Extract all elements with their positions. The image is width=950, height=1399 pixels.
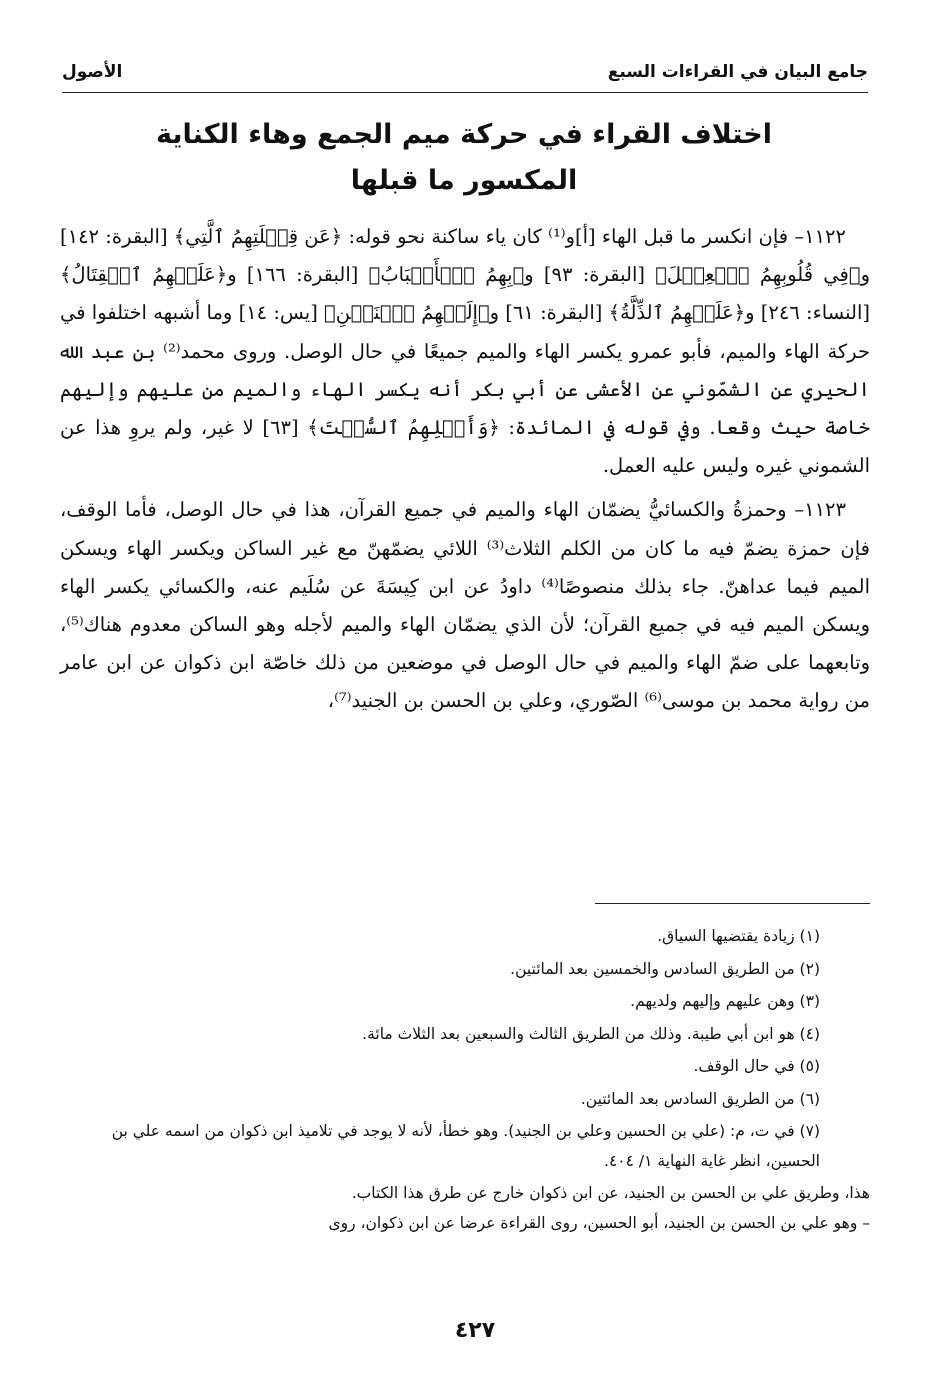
footnote-4: (٤) هو ابن أبي طيبة. وذلك من الطريق الثالث والسبعين بعد الثلاث مائة.: [362, 1024, 820, 1043]
footnote-3: (٣) وهن عليهم وإليهم ولديهم.: [630, 992, 820, 1010]
footnote-continuation-1: هذا، وطريق علي بن الحسن بن الجنيد، عن ابن ذكوان خارج عن طرق هذا الكتاب.: [351, 1184, 870, 1202]
chapter-title-line-1: اختلاف القراء في حركة ميم الجمع وهاء الكناية: [156, 119, 772, 150]
footnote-5: (٥) في حال الوقف.: [693, 1057, 820, 1075]
running-header: [62, 58, 868, 93]
footnote-2: (٢) من الطريق السادس والخمسين بعد المائتين.: [510, 959, 820, 978]
footnote-7: (٧) في ت، م: (علي بن الحسين وعلي بن الجنيد). وهو خطأ، لأنه لا يوجد في تلاميذ ابن ذكوان من اسمه علي بن الحسين، انظر غاية النهاية ١/ ٤٠٤.: [111, 1122, 820, 1170]
footnotes: [60, 922, 870, 1238]
footnote-1: (١) زيادة يقتضيها السياق.: [657, 927, 820, 945]
chapter-title: [60, 112, 868, 204]
paragraph-1123: ١١٢٣– وحمزةُ والكسائيُّ يضمّان الهاء والميم في جميع القرآن، هذا في حال الوصل، فأما الوقف، فإن حمزة يضمّ فيه ما كان من الكلم الثلاث⁽³⁾ اللائي يضمّهنّ مع غير الساكن ويكسر الهاء ويسكن الميم فيما عداهنّ. جاء بذلك منصوصًا⁽⁴⁾ داودُ عن ابن كِيسَةَ عن سُلَيم عنه، والكسائي يكسر الهاء ويسكن الميم فيه في جميع القرآن؛ لأن الذي يضمّان الهاء والميم لأجله وهو الساكن معدوم هناك⁽⁵⁾، وتابعهما على ضمّ الهاء والميم في حال الوصل في موضعين من ذلك خاصّة ابن ذكوان عن ابن عامر من رواية محمد بن موسى⁽⁶⁾ الصّوري، وعلي بن الحسن بن الجنيد⁽⁷⁾،: [60, 498, 871, 713]
book-title: جامع البيان في القراءات السبع: [607, 62, 868, 82]
chapter-title-line-2: المكسور ما قبلها: [350, 165, 578, 196]
main-text: [60, 218, 870, 721]
footnote-6: (٦) من الطريق السادس بعد المائتين.: [580, 1089, 820, 1108]
page-number: ٤٢٧: [454, 1318, 496, 1343]
footnote-continuation-2: – وهو علي بن الحسن بن الجنيد، أبو الحسين، روى القراءة عرضا عن ابن ذكوان، روى: [328, 1213, 870, 1232]
paragraph-1122: ١١٢٢– فإن انكسر ما قبل الهاء [أ]و⁽¹⁾ كان ياء ساكنة نحو قوله: ﴿عَن قِبۡلَتِهِمُ ٱلَّتِي﴾ [البقرة: ١٤٢] و﴿فِي قُلُوبِهِمُ ٱلۡعِجۡلَ﴾ [البقرة: ٩٣] و﴿بِهِمُ ٱلۡأَسۡبَابُ﴾ [البقرة: ١٦٦] و﴿عَلَيۡهِمُ ٱلۡقِتَالُ﴾ [النساء: ٢٤٦] و﴿عَلَيۡهِمُ ٱلذِّلَّةُ﴾ [البقرة: ٦١] و﴿إِلَيۡهِمُ ٱثۡنَيۡنِ﴾ [يس: ١٤] وما أشبهه اختلفوا في حركة الهاء والميم، فأبو عمرو يكسر الهاء والميم جميعًا في حال الوصل. وروى محمد⁽²⁾ بن عبد الله الحيري عن الشمّوني عن الأعشى عن أبي بكر أنه يكسر الهاء والميم من عليهم وإليهم خاصة حيث وقعا. وفي قوله في المائدة: ﴿وَأَكۡلِهِمُ ٱلسُّحۡتَ﴾ [٦٣] لا غير، ولم يروِ هذا عن الشموني غيره وليس عليه العمل.: [60, 225, 870, 478]
footnote-separator: [595, 903, 870, 904]
section-name: الأصول: [62, 62, 123, 82]
